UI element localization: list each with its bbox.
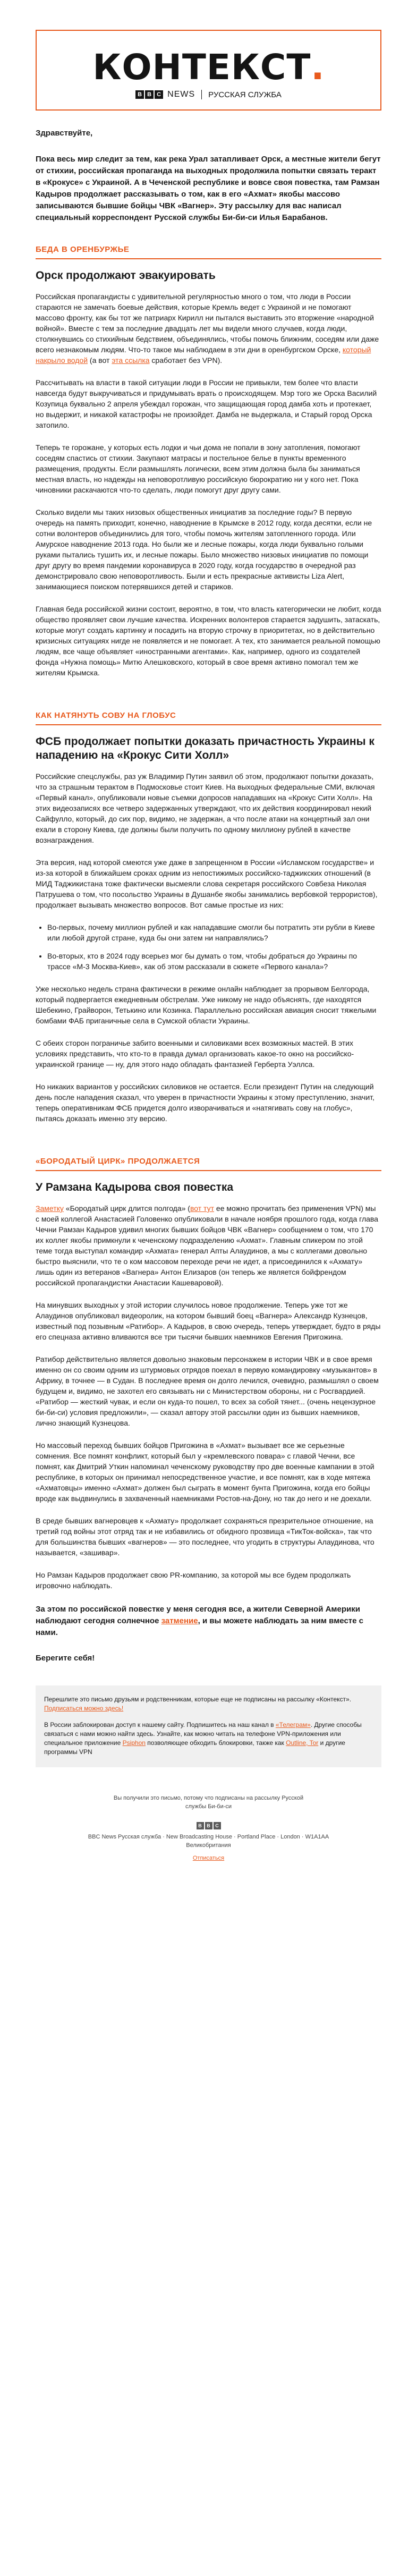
lead-paragraph: Пока весь мир следит за тем, как река Урал затапливает Орск, а местные жители бегут от стихии, российская пропаганда на выходных продолжила попытки связать теракт в «Крокусе» с Украиной. А в Чеченской республике и вовсе своя повестка, там Рамзан Кадыров продолжает рассказывать о том, как в его «Ахмат» якобы массово записываются бывшие бойцы ЧВК «Вагнер». Эту рассылку для вас написал специальный корреспондент Русской службы Би-би-си Илья Барабанов. [36,155,381,222]
paragraph: Ратибор действительно является довольно знаковым персонажем в истории ЧВК и в свое время именно он со своим одним из штурмовых отрядов поехал в первую командировку «музыкантов» в Африку, в точнее — в Судан. В последнее время он долго лечился, очевидно, размышлял о своем будущем и, видимо, не захотел его связывать ни с Министерством обороны, ни с Росгвардией. «Ратибор — жесткий чувак, и если он куда-то пошел, то всех за собой тянет... (очень нецензурное би-би-си) условия предложили», — сказал автору этой рассылки один из бывших наемников, лично знающий Кузнецова. [36,1355,379,1427]
bbc-letter: B [145,90,154,99]
footer-country: Великобритания [186,1842,231,1849]
info-block [36,1685,381,1767]
text: Перешлите это письмо друзьям и родственникам, которые еще не подписаны на рассылку «Контекст». [44,1696,352,1703]
text: , и вы можете наблюдать за ним вместе с нами. [36,1616,363,1637]
signoff [36,1604,381,1639]
eclipse-link[interactable]: затмение [161,1616,198,1625]
text: и другие программы VPN [44,1739,345,1756]
paragraph: Сколько видели мы таких низовых общественных инициатив за последние годы? В первую очередь на память приходит, конечно, наводнение в Крымске в 2012 году, когда десятки, если не сотни волонтеров объединились для того, чтобы помочь жителям затопленного города. Или Амурское наводнение 2013 года. Но были же и лесные пожары, когда люди буквально голыми руками пытались тушить их, и лесные пожары. Было множество низовых инициатив по помощи друг другу во время пандемии коронавируса в 2020 году, когда государство в очередной раз демонстрировало свою неповоротливость. Были и есть прекрасные активисты Liza Alert, занимающиеся поиском потерявшихся детей и стариков. [36,508,372,591]
bbc-logo [135,90,163,99]
outline-tor-link[interactable]: Outline, Tor [286,1739,319,1747]
text: сработает без VPN). [149,356,223,365]
forward-note [44,1695,373,1713]
text: За этом по российской повестке у меня сегодня все, а жители Северной Америки наблюдают сегодня солнечное [36,1605,360,1625]
section-tag-kadyrov: «БОРОДАТЫЙ ЦИРК» ПРОДОЛЖАЕТСЯ [36,1136,381,1171]
list-item: • Во-вторых, кто в 2024 году всерьез мог бы думать о том, чтобы добраться до Украины по трассе «М-3 Москва-Киев», как об этом рассказали в сюжете «Первого канала»? [47,951,381,972]
paragraph: Рассчитывать на власти в такой ситуации люди в России не привыкли, тем более что власти навсегда будут выкручиваться и придумывать врать о происходящем. Мэр того же Орска Василий Козупица буквально 2 апреля убеждал горожан, что защищающая город дамба хоть и протекает, но выдержит, и никакой катастрофы не произойдет. Дамба не выдержала, и Старый город Орска затопило. [36,378,377,429]
text: . Другие способы связаться с нами можно найти здесь. Узнайте, как можно читать на телефоне VPN-приложения или специальное приложение [44,1721,362,1747]
email-footer [36,1794,381,1862]
paragraph: Главная беда российской жизни состоит, вероятно, в том, что власть категорически не любит, когда общество проявляет свои лучшие качества. Искренних волонтеров старается задушить, затаскать, которые могут создать картинку и посадить на вторую строчку в приоритетах, но в действительно кризисных ситуациях нигде не появляется и не помогает. А тех, кто занимается реальной помощью людям, все чаще объявляет «иностранными агентами». Как, например, одного из создателей фонда «Нужна помощь» Митю Алешковского, который в свое время активно помогал тем же жителям Крымска. [36,605,381,677]
divider [201,90,202,99]
logo-dot: . [311,47,325,88]
article-link[interactable]: Заметку [36,1204,64,1213]
paragraph: На минувших выходных у этой истории случилось новое продолжение. Теперь уже тот же Алаудинов опубликовал видеоролик, на котором бывший боец «Вагнера» Александр Кузнецов, известный под позывным «Ратибор». А Кадыров, в свою очередь, теперь утверждает, будто в ряды его спецназа активно вливаются все три тысячи бывших наемников Евгения Пригожина. [36,1301,381,1341]
no-vpn-link[interactable]: эта ссылка [112,356,150,365]
list-item: • Во-первых, почему миллион рублей и как нападавшие смогли бы потратить эти рубли в Киеве или любой другой стране, куда бы они затем ни направлялись? [47,922,381,943]
text: (а вот [88,356,112,365]
paragraph: Эта версия, над которой смеются уже даже в запрещенном в России «Исламском государстве» и из-за которой в ближайшем сроках одним из непостижимых российско-таджикских отношений (в МИД Таджикистана тоже фактически высмеяли слова секретаря российского Совбеза Николая Патрушева о том, что посольство Украины в Душанбе якобы занимались вербовкой террористов), продолжает вызывать множество вопросов. Вот самые простые из них: [36,858,378,909]
logo-row [37,47,380,88]
section-title-orsk: Орск продолжают эвакуировать [36,269,216,282]
text: В России заблокирован доступ к нашему сайту. Подпишитесь на наш канал в [44,1721,276,1728]
bbc-letter: B [197,1822,204,1829]
flood-link[interactable]: который накрыло водой [36,345,371,365]
unsubscribe-row [36,1854,381,1862]
bbc-letter: B [135,90,144,99]
section-tag-orsk: БЕДА В ОРЕНБУРЖЬЕ [36,224,381,259]
footer-line: Вы получили это письмо, потому что подписаны на рассылку Русской [113,1795,304,1801]
footer-logo-row [36,1821,381,1833]
paragraph: С обеих сторон пограничье забито военными и силовиками всех возможных мастей. В этих условиях представить, что кто-то в правда думал организовать какое-то окно на российско-украинской границе — ну, для этого надо обладать фантазией Герберта Уэллса. [36,1039,354,1069]
bbc-letter: B [205,1822,212,1829]
section-title-crocus: ФСБ продолжает попытки доказать причастность Украины к нападению на «Крокус Сити Холл» [36,735,375,761]
unsubscribe-link[interactable]: Отписаться [192,1855,225,1861]
paragraph [36,291,381,366]
paragraph [36,1203,381,1288]
bbc-letter: C [155,90,163,99]
footer-line: службы Би-би-си [185,1803,232,1810]
no-vpn-link[interactable]: вот тут [190,1204,215,1213]
email-container [36,30,381,1862]
greeting: Здравствуйте, [36,129,93,138]
paragraph: Теперь те горожане, у которых есть лодки и чьи дома не попали в зону затопления, помогают соседям спастись от стихии. Закупают матрасы и постельное белье в пункты временного размещения, продукты. Если размышлять логически, всем этим должна была бы заниматься местная власть, но надежды на неповоротливую российскую бюрократию ни у кого нет. Пока чиновники раскачаются что-то сделать, люди помогут друг другу сами. [36,443,361,494]
bbc-letter: C [214,1822,221,1829]
paragraph: Но никаких вариантов у российских силовиков не остается. Если президент Путин на следующий день после нападения сказал, что уверен в причастности Украины к этому преступлению, значит, теперь оперативникам ФСБ придется долго изворачиваться и «натягивать сову на глобус», пытаясь доказать именно эту версию. [36,1082,375,1123]
farewell: Берегите себя! [36,1654,95,1663]
paragraph: Но Рамзан Кадыров продолжает свою PR-компанию, за которой мы все будем продолжать игровочно наблюдать. [36,1571,351,1590]
psiphon-link[interactable]: Psiphon [122,1739,146,1747]
paragraph: В среде бывших вагнеровцев к «Ахмату» продолжает сохраняться презрительное отношение, на третий год войны этот отряд так и не избавились от обидного прозвища «ТикТок-войска», так что для большинства бывших «вагнеров» — это последнее, что угодить в структуры Алаудинова, что называется, «зашивар». [36,1516,375,1557]
paragraph: Уже несколько недель страна фактически в режиме онлайн наблюдает за прорывом Белгорода, который подвергается ежедневным обстрелам. Уже никому не надо объяснять, где находятся Шебекино, Грайворон, Тетькино или Козинка. Параллельно российская авиация сносит тяжелыми бомбами ФАБ приганичные села в Сумской области Украины. [36,985,377,1025]
text: ее можно прочитать без применения VPN) мы с моей коллегой Анастасией Головенко опубликовали в начале ноября прошлого года, когда глава Чечни Рамзан Кадыров удивил многих бывших бойцов ЧВК «Вагнер» сообщением о том, что 170 их коллег якобы примкнули к чеченскому подразделению «Ахмат». Главным спикером по этой теме тогда выступал командир «Ахмата» генерал Апты Алаудинов, а мы с коллегами довольно быстро выяснили, что те о ком массовом переходе речи не идет, а присоединился к «Ахмату» лишь один из ветеранов «Вагнера» Антон Елизаров (он теперь же является бойфрендом российской пропагандистки Анастасии Кашеваровой). [36,1204,378,1287]
bbc-brand-row [37,88,380,101]
kontekst-logo: КОНТЕКСТ [92,47,311,88]
paragraph: Российские спецслужбы, раз уж Владимир Путин заявил об этом, продолжают попытки доказать, что за страшным терактом в Подмосковье стоит Киев. На выходных федеральные СМИ, включая «Первый канал», опубликовали новые съемки допросов нападавших на «Крокус Сити Холл». На этих видеозаписях все четверо задержанных утверждают, что их действия координировал некий Сайфулло, который, до сих пор, видимо, не задержан, а что после атаки на концертный зал они ехали в сторону Киева, где должны были получить по одному миллиону рублей в качестве вознаграждения. [36,772,375,844]
footer-address: BBC News Русская служба · New Broadcasting House · Portland Place · London · W1A1AA [88,1834,329,1840]
newsletter-header [36,30,381,111]
footer-bbc-logo [197,1822,221,1829]
section-title-kadyrov: У Рамзана Кадырова своя повестка [36,1181,234,1193]
telegram-link[interactable]: «Телеграм» [275,1721,311,1728]
email-page [0,30,417,1862]
service-label: РУССКАЯ СЛУЖБА [208,90,282,99]
text: позволяющее обходить блокировки, также как [145,1739,286,1747]
news-label: NEWS [167,90,195,99]
text: «Бородатый цирк длится полгода» ( [63,1204,190,1213]
text: Российская пропагандисты с удивительной регулярностью много о том, что люди в России стараются не замечать боевые действия, которые Кремль ведет с Украиной и не помогают массово фронту, как бы тот же патриарх Кирилл ни пытался выставить это вторжение «народной войной». Вместе с тем за последние двадцать лет мы видели много случаев, когда люди, столкнувшись со стихийным бедствием, объединялись, чтобы помочь ближним, соседям или даже всего незнакомым людям. Что-то такое мы наблюдаем в эти дни в оренбургском Орске, [36,292,379,354]
blocking-note [44,1721,373,1757]
paragraph: Но массовый переход бывших бойцов Пригожина в «Ахмат» вызывает все же серьезные сомнения. Все помнят конфликт, который был у «кремлевского повара» с главой Чечни, все помнят, как Дмитрий Уткин напоминал чеченскому руководству про две военные кампании в этой республике, в которых он принимал непосредственное участие, и все помнят, как в ходе мятежа «Ахматовцы» именно «Ахмат» должен был сыграть в момент бунта Пригожина, когда его бойцы вроде как выдвинулись в захваченный наемниками Ростов-на-Дону, но так до него и не доехали. [36,1441,375,1503]
question-list [36,922,381,972]
section-tag-crocus: КАК НАТЯНУТЬ СОВУ НА ГЛОБУС [36,690,381,725]
subscribe-link[interactable]: Подписаться можно здесь! [44,1705,124,1712]
